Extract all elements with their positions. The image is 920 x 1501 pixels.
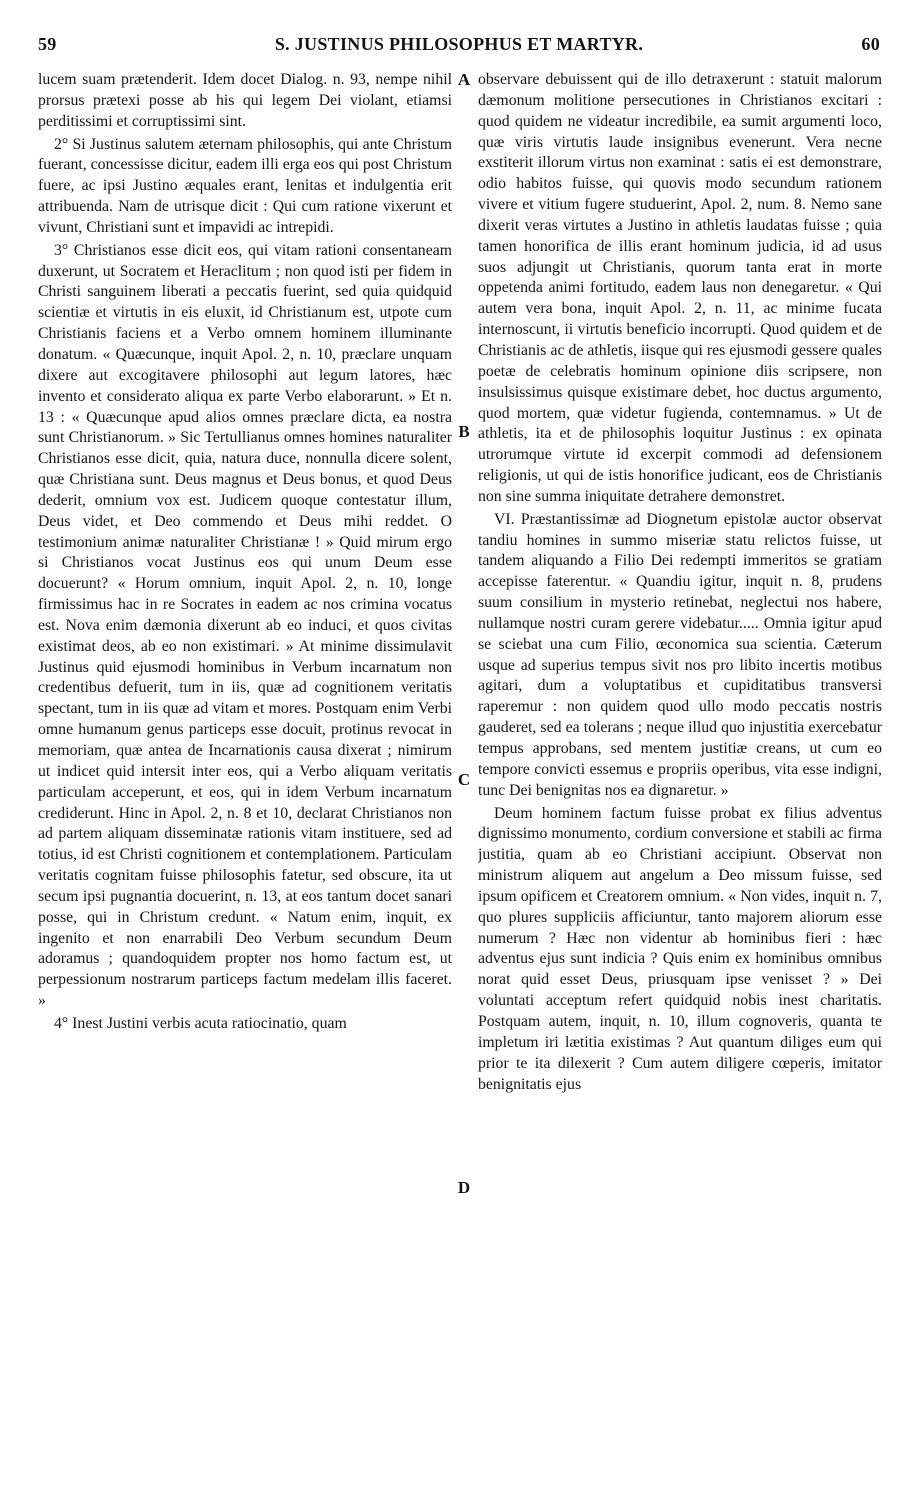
paragraph: 4° Inest Justini verbis acuta ratiocinatio, quam [54, 1014, 347, 1032]
left-column [38, 70, 452, 1490]
paragraph: observare debuissent qui de illo detraxerunt : statuit malorum dæmonum molitione persecutiones in Christianos excitari : quod quidem ne videatur incredibile, ea sumit argumenti loco, quæ viris virtutis laude insignibus evenerunt. Vera necne exstiterit illorum virtus non examinat : satis ei est demonstrare, odio habitos fuisse, qui quovis modo secundum rationem vivere et vitium fugere studuerint, Apol. 2, num. 8. Nemo sane dixerit veras virtutes a Justino in athletis laudatas fuisse ; quia tamen honorifica de illis erant hominum judicia, id ad usus suos adjungit ut Christianis, quorum tanta erat in morte oppetenda animi fortitudo, eadem laus non denegaretur. « Qui autem vera bona, inquit Apol. 2, n. 11, ac minime fucata internoscunt, ii virtutis beneficio incorrupti. Quod quidem et de Christianis ac de athletis, iisque qui res ejusmodi gessere quales poetæ de celebratis hominum opinione diis scripsere, non insulsissimus quisque existimare debet, hoc ductus argumento, quod mortem, quæ videtur fugienda, contemnamus. » Ut de athletis, ita et de philosophis loquitur Justinus : ex opinata utrorumque virtute id excerpit commodi ad defensionem religionis, ut qui de istis honorifice judicant, eos de Christianis non sine summa iniquitate detrahere demonstret. [478, 71, 882, 505]
paragraph: Deum hominem factum fuisse probat ex filius adventus dignissimo monumento, cordium conversione et stabili ac firma justitia, quam ab eo Christiani accipiunt. Observat non ministrum aliquem aut angelum a Deo missum fuisse, sed ipsum opificem et Creatorem omnium. « Non vides, inquit n. 7, quo plures suppliciis afficiuntur, tanto majorem aliorum esse numerum ? Hæc non videntur ab hominibus fieri : hæc adventus ejus sunt indicia ? Quis enim ex hominibus omnibus norat quid esset Deus, priusquam ipse venisset ? » Dei voluntati acceptum refert quidquid nobis inest charitatis. Postquam autem, inquit, n. 10, illum cognoveris, quanta te impletum iri lætitia existimas ? Aut quantum diliges eum qui prior te ita dilexerit ? Cum autem diligere cœperis, imitator benignitatis ejus [478, 804, 882, 1093]
right-column [478, 70, 882, 1490]
margin-marker-d: D [457, 1178, 471, 1197]
margin-marker-c: C [457, 770, 471, 789]
paragraph: 2° Si Justinus salutem æternam philosophis, qui ante Christum fuerant, concessisse dicitur, eadem illi erga eos qui post Christum fuere, ac ipsi Justino æquales erant, lenitas et indulgentia erit attribuenda. Nam de utrisque dicit : Qui cum ratione vixerunt et vivunt, Christiani sunt et impavidi ac intrepidi. [38, 135, 452, 236]
paragraph: lucem suam prætenderit. Idem docet Dialog. n. 93, nempe nihil prorsus prætexi posse ab his qui legem Dei violant, etiamsi perditissimi et corruptissimi sint. [38, 71, 452, 130]
margin-marker-b: B [458, 422, 470, 441]
paragraph: VI. Præstantissimæ ad Diognetum epistolæ auctor observat tandiu homines in summo miseriæ statu relictos fuisse, ut tandem aliquando a Filio Dei redempti immeritos se gratiam accepisse faterentur. « Quandiu igitur, inquit n. 8, prudens suum consilium in mysterio retinebat, neglectui nos habere, nullamque nostri curam gerere videbatur..... Omnia igitur apud se sciebat una cum Filio, œconomica sua scientia. Cæterum usque ad superius tempus sivit nos pro libito incertis motibus agitari, dum a voluptatibus et cupiditatibus transversi raperemur : non quidem quod ullo modo peccatis nostris gauderet, sed ea tolerans ; neque illud quo injustitia exercebatur tempus approbans, sed mentem justitiæ creans, ut cum eo tempore convicti essemus e propriis operibus, vita esse indigni, tunc Dei benignitas nos ea dignaretur. » [478, 510, 882, 799]
page-number-left: 59 [38, 34, 57, 54]
margin-marker-a: A [457, 70, 471, 89]
page-number-right: 60 [861, 34, 880, 54]
running-title: S. JUSTINUS PHILOSOPHUS ET MARTYR. [274, 34, 644, 54]
paragraph: 3° Christianos esse dicit eos, qui vitam rationi consentaneam duxerunt, ut Socratem et Heraclitum ; non quod isti per fidem in Christi sanguinem liberati a peccatis fuerint, sed quia quidquid scientiæ et virtutis in eis eluxit, id Christianum est, utpote cum Christianis faciens et a Verbo omnem hominem illuminante donatum. « Quæcunque, inquit Apol. 2, n. 10, præclare unquam dixere aut excogitavere philosophi aut legum latores, hæc invento et considerato aliqua ex parte Verbo elaborarunt. » Et n. 13 : « Quæcunque apud alios omnes præclare dicta, ea nostra sunt Christianorum. » Sic Tertullianus omnes homines naturaliter Christianos esse dicit, quia, natura duce, nonnulla dicere solent, quæ Christiana sunt. Deus magnus et Deus bonus, et quod Deus dederit, omnium vox est. Judicem quoque contestatur illum, Deus videt, et Deo commendo et Deus mihi reddet. O testimonium animæ naturaliter Christianæ ! » Quid mirum ergo si Christianos vocat Justinus eos qui unum Deum esse docuerunt? « Horum omnium, inquit Apol. 2, n. 10, longe firmissimus hac in re Socrates in eadem ac nos crimina vocatus est. Nova enim dæmonia dixerunt ab eo induci, et quos civitas existimat deos, ab eo non existimari. » At minime dissimulavit Justinus quid ejusmodi hominibus in Verbum incarnatum non credentibus defuerit, tum in iis, quæ ad cognitionem veritatis spectant, tum in iis quæ ad vitam et mores. Postquam enim Verbi omne humanum genus particeps esse docuit, protinus revocat in memoriam, quæ antea de Incarnationis causa dixerat ; nimirum ut indicet quid intersit inter eos, qui a Verbo aliquam veritatis particulam acceperunt, et eos, qui in idem Verbum incarnatum crediderunt. Hinc in Apol. 2, n. 8 et 10, declarat Christianos non ad partem aliquam disseminatæ rationis vitam instituere, sed ad totius, id est Christi cognitionem et contemplationem. Particulam veritatis cognitam fuisse philosophis fatetur, sed obscure, ita ut secum ipsi pugnantia docuerint, n. 13, at eos tantum docet sanari posse, qui in Christum credunt. « Natum enim, inquit, ex ingenito et non enarrabili Deo Verbum secundum Deum adoramus ; quandoquidem propter nos homo factum est, ut perpessionum nostrarum particeps factum medelam illis faceret. » [38, 241, 452, 1010]
running-header [38, 34, 880, 64]
